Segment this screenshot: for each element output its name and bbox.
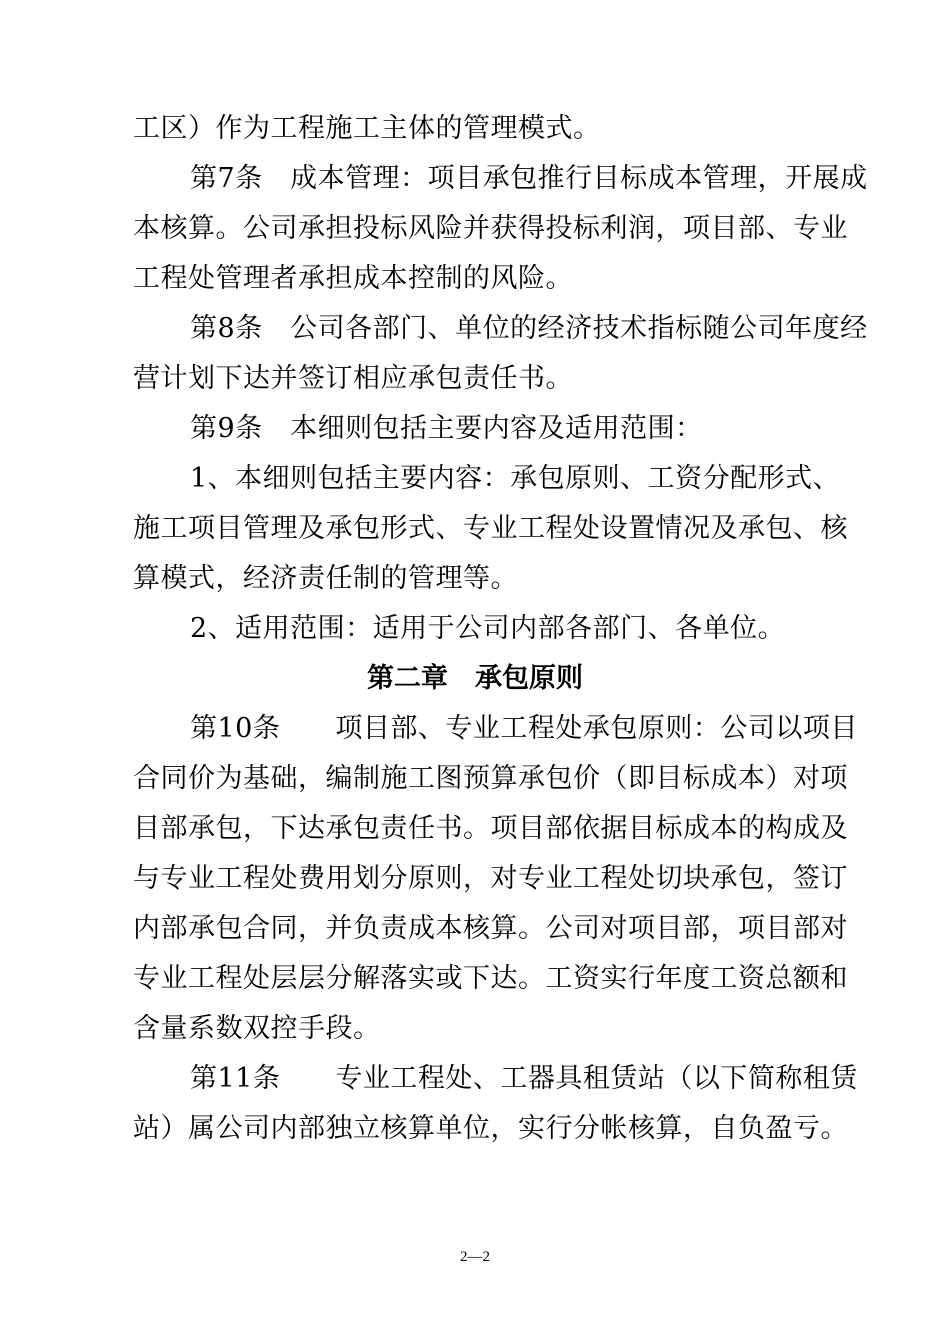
item-1-line-2: 施工项目管理及承包形式、专业工程处设置情况及承包、核: [133, 513, 848, 544]
article-10-line-3: 目部承包，下达承包责任书。项目部依据目标成本的构成及: [133, 813, 848, 844]
paragraph-line-1: 工区）作为工程施工主体的管理模式。: [133, 113, 601, 144]
item-2-line-1: 2、适用范围：适用于公司内部各部门、各单位。: [190, 613, 786, 644]
article-8-line-2: 营计划下达并签订相应承包责任书。: [133, 363, 573, 394]
article-10-line-2: 合同价为基础，编制施工图预算承包价（即目标成本）对项: [133, 763, 848, 794]
article-10-line-7: 含量系数双控手段。: [133, 1013, 381, 1044]
article-11-line-2: 站）属公司内部独立核算单位，实行分帐核算，自负盈亏。: [133, 1113, 848, 1144]
article-10-line-4: 与专业工程处费用划分原则，对专业工程处切块承包，签订: [133, 863, 848, 894]
article-8-line-1: 第8条 公司各部门、单位的经济技术指标随公司年度经: [190, 313, 868, 344]
article-7-line-3: 工程处管理者承担成本控制的风险。: [133, 263, 573, 294]
article-10-line-5: 内部承包合同，并负责成本核算。公司对项目部，项目部对: [133, 913, 848, 944]
article-10-line-6: 专业工程处层层分解落实或下达。工资实行年度工资总额和: [133, 963, 848, 994]
article-7-line-2: 本核算。公司承担投标风险并获得投标利润，项目部、专业: [133, 213, 848, 244]
item-1-line-1: 1、本细则包括主要内容：承包原则、工资分配形式、: [190, 463, 841, 494]
article-10-line-1: 第10条 项目部、专业工程处承包原则：公司以项目: [190, 713, 858, 744]
page-number: 2—2: [460, 1249, 490, 1265]
item-1-line-3: 算模式，经济责任制的管理等。: [133, 563, 518, 594]
article-7-line-1: 第7条 成本管理：项目承包推行目标成本管理，开展成: [190, 163, 868, 194]
article-9-line-1: 第9条 本细则包括主要内容及适用范围：: [190, 413, 703, 444]
article-11-line-1: 第11条 专业工程处、工器具租赁站（以下简称租赁: [190, 1063, 858, 1094]
chapter-heading: 第二章 承包原则: [367, 663, 583, 694]
